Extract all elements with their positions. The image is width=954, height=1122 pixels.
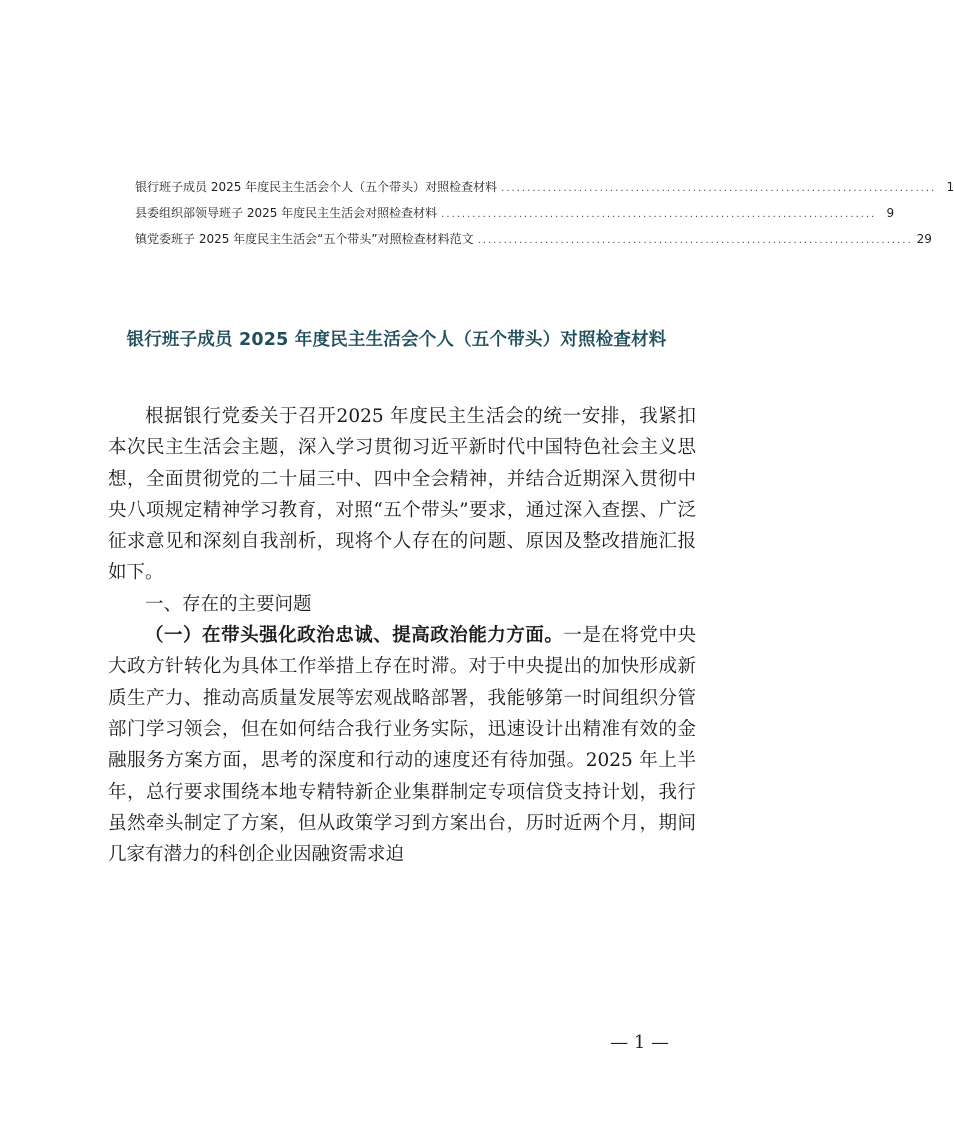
- toc-entry-title: 镇党委班子 2025 年度民主生活会“五个带头”对照检查材料范文: [135, 232, 474, 246]
- toc-entry-page: 1: [946, 180, 954, 194]
- subsection-heading: （一）在带头强化政治忠诚、提高政治能力方面。: [145, 625, 564, 647]
- page-number: — 1 —: [610, 1032, 669, 1053]
- toc-entry-page: 9: [886, 206, 895, 220]
- toc-entry-page: 29: [916, 232, 932, 246]
- toc-leader-dots: ....................................................................................: [477, 235, 913, 246]
- table-of-contents: [135, 174, 954, 252]
- document-body: [108, 401, 696, 870]
- subsection-body: 一是在将党中央大政方针转化为具体工作举措上存在时滞。对于中央提出的加快形成新质生产力、推动高质量发展等宏观战略部署，我能够第一时间组织分管部门学习领会，但在如何结合我行业务实际，迅速设计出精准有效的金融服务方案方面，思考的深度和行动的速度还有待加强。2025 年上半年，总行要求围绕本地专精特新企业集群制定专项信贷支持计划，我行虽然牵头制定了方案，但从政策学习到方案出台，历时近两个月，期间几家有潜力的科创企业因融资需求迫: [108, 625, 696, 866]
- toc-entry[interactable]: [135, 200, 895, 226]
- subsection-paragraph: [108, 620, 696, 870]
- toc-leader-dots: ....................................................................................: [501, 183, 937, 194]
- toc-entry[interactable]: [135, 174, 954, 200]
- intro-paragraph: 根据银行党委关于召开2025 年度民主生活会的统一安排，我紧扣本次民主生活会主题，深入学习贯彻习近平新时代中国特色社会主义思想，全面贯彻党的二十届三中、四中全会精神，并结合近期深入贯彻中央八项规定精神学习教育，对照“五个带头”要求，通过深入查摆、广泛征求意见和深刻自我剖析，现将个人存在的问题、原因及整改措施汇报如下。: [108, 406, 696, 584]
- toc-entry[interactable]: [135, 226, 932, 252]
- toc-leader-dots: ....................................................................................: [441, 209, 877, 220]
- document-title: 银行班子成员 2025 年度民主生活会个人（五个带头）对照检查材料: [126, 330, 667, 350]
- section-heading: 一、存在的主要问题: [145, 593, 312, 615]
- toc-entry-title: 银行班子成员 2025 年度民主生活会个人（五个带头）对照检查材料: [135, 180, 498, 194]
- toc-entry-title: 县委组织部领导班子 2025 年度民主生活会对照检查材料: [135, 206, 438, 220]
